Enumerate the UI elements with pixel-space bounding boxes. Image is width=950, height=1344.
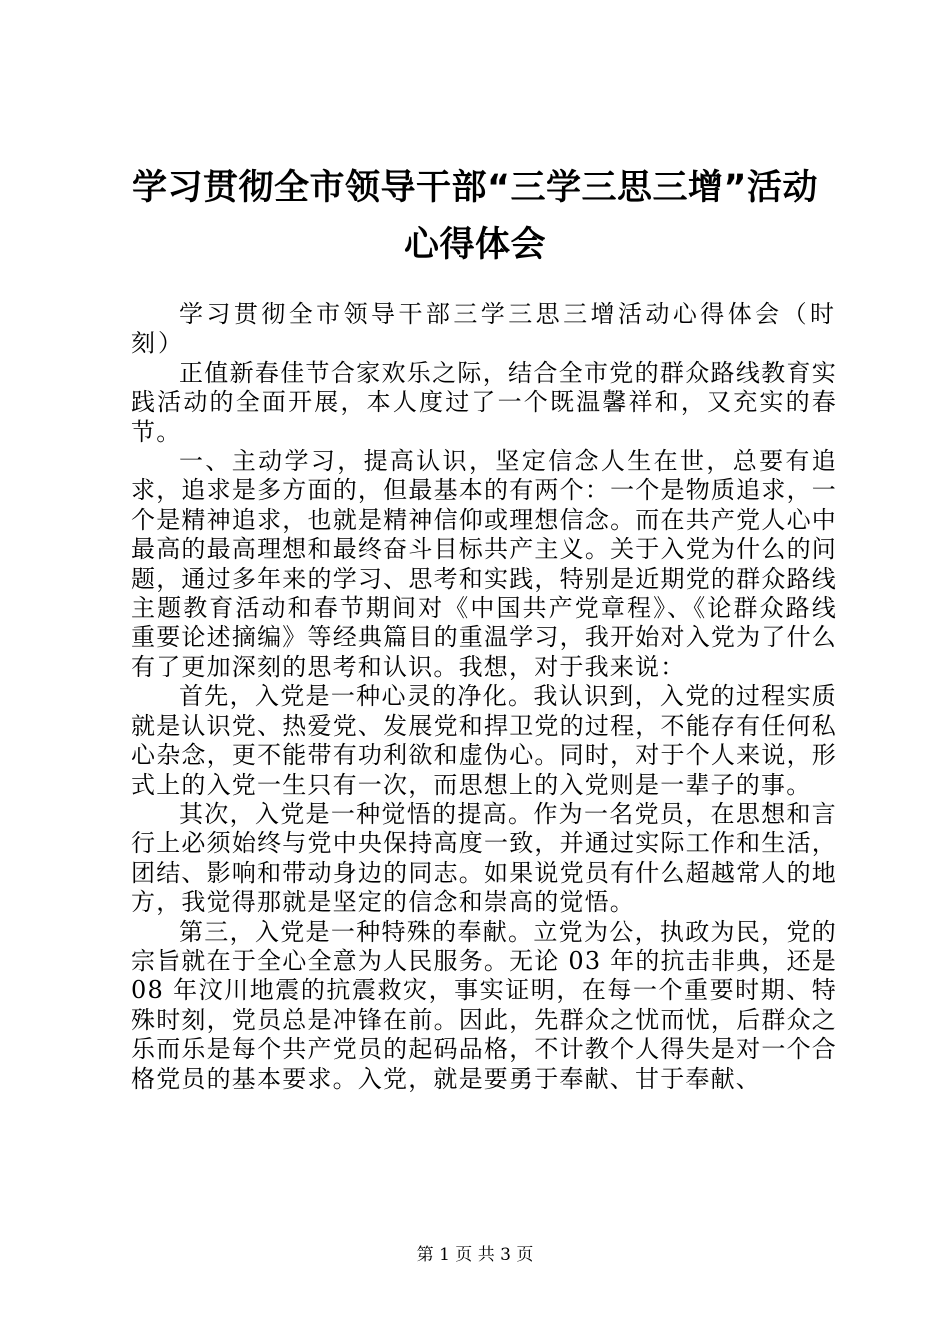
- paragraph-subtitle: 学习贯彻全市领导干部三学三思三增活动心得体会（时刻）: [131, 300, 837, 358]
- paragraph-third-point: 第三，入党是一种特殊的奉献。立党为公，执政为民，党的宗旨就在于全心全意为人民服务。无论 03 年的抗击非典，还是 08 年汶川地震的抗震救灾，事实证明，在每一个重要时期、特殊时刻，党员总是冲锋在前。因此，先群众之忧而忧，后群众之乐而乐是每个共产党员的起码品格，不计教个人得失是对一个合格党员的基本要求。入党，就是要勇于奉献、甘于奉献、: [131, 917, 837, 1093]
- paragraph-intro: 正值新春佳节合家欢乐之际，结合全市党的群众路线教育实践活动的全面开展，本人度过了一个既温馨祥和，又充实的春节。: [131, 358, 837, 446]
- title-line-2: 心得体会: [403, 225, 546, 265]
- paragraph-second-point: 其次，入党是一种觉悟的提高。作为一名党员，在思想和言行上必须始终与党中央保持高度一致，并通过实际工作和生活，团结、影响和带动身边的同志。如果说党员有什么超越常人的地方，我觉得那就是坚定的信念和崇高的觉悟。: [131, 799, 837, 917]
- document-body: [131, 300, 837, 1094]
- paragraph-first-point: 首先，入党是一种心灵的净化。我认识到，入党的过程实质就是认识党、热爱党、发展党和捍卫党的过程，不能存有任何私心杂念，更不能带有功利欲和虚伪心。同时，对于个人来说，形式上的入党一生只有一次，而思想上的入党则是一辈子的事。: [131, 682, 837, 799]
- page-footer: 第 1 页 共 3 页: [416, 1245, 534, 1265]
- document-title: [120, 160, 830, 274]
- title-line-1: 学习贯彻全市领导干部“三学三思三增”活动: [131, 168, 818, 208]
- paragraph-section-one: 一、主动学习，提高认识，坚定信念人生在世，总要有追求，追求是多方面的，但最基本的有两个：一个是物质追求，一个是精神追求，也就是精神信仰或理想信念。而在共产党人心中最高的最高理想和最终奋斗目标共产主义。关于入党为什么的问题，通过多年来的学习、思考和实践，特别是近期党的群众路线主题教育活动和春节期间对《中国共产党章程》、《论群众路线重要论述摘编》等经典篇目的重温学习，我开始对入党为了什么有了更加深刻的思考和认识。我想，对于我来说：: [131, 447, 837, 681]
